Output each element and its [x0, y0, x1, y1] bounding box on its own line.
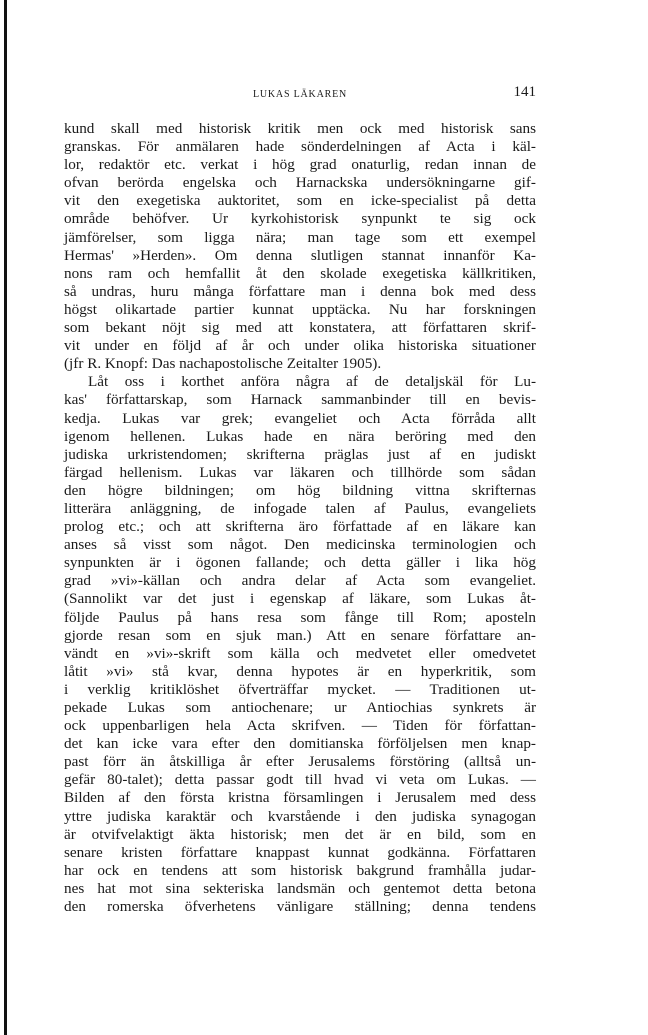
text-line: den högre bildningen; om hög bildning vittna skrifternas — [64, 481, 536, 499]
running-head: LUKAS LÄKAREN — [252, 89, 347, 100]
text-line: ock uppenbarligen hela Acta skrifven. — Tiden för författan- — [64, 717, 536, 735]
text-line: grad »vi»-källan och andra delar af Acta som evangeliet. — [64, 572, 536, 590]
text-line: så undras, huru många författare man i denna bok med dess — [64, 282, 536, 300]
text-line: kund skall med historisk kritik men ock med historisk sans — [64, 120, 536, 137]
text-line: vit under en följd af år och under olika historiska situationer — [64, 337, 536, 355]
text-line: gjorde resan som en sjuk man.) Att en senare författare an- — [64, 626, 536, 644]
text-line: jämförelser, som ligga nära; man tage som ett exempel — [64, 228, 536, 246]
text-line: lor, redaktör etc. verkat i hög grad onaturlig, redan innan de — [64, 156, 536, 174]
text-line: (Sannolikt var det just i egenskap af läkare, som Lukas åt- — [64, 590, 536, 608]
text-line: har ock en tendens att som historisk bakgrund framhålla judar- — [64, 861, 536, 879]
text-line: (jfr R. Knopf: Das nachapostolische Zeitalter 1905). — [64, 355, 382, 373]
text-line: följde Paulus på hans resa som fånge till Rom; aposteln — [64, 608, 536, 626]
text-line: är otvifvelaktigt äkta historisk; men det är en bild, som en — [64, 825, 536, 843]
text-line: senare kristen författare knappast kunnat godkänna. Författaren — [64, 843, 536, 861]
text-line: past förr än åtskilliga år efter Jerusalems förstöring (alltså un- — [64, 753, 536, 771]
text-line: färgad hellenism. Lukas var läkaren och tillhörde som sådan — [64, 463, 536, 481]
text-line: Låt oss i korthet anföra några af de detaljskäl för Lu- — [88, 373, 536, 391]
text-line: kas' författarskap, som Harnack sammanbinder till en bevis- — [64, 391, 536, 409]
text-line: det kan icke vara efter den domitianska förföljelsen men knap- — [64, 735, 536, 753]
text-line: nons ram och hemfallit åt den skolade exegetiska källkritiken, — [64, 264, 536, 282]
text-line: litterära anläggning, de infogade talen af Paulus, evangeliets — [64, 499, 536, 517]
text-line: granskas. För anmälaren hade sönderdelningen af Acta i käl- — [64, 138, 536, 156]
text-line: område behöfver. Ur kyrkohistorisk synpunkt te sig ock — [64, 210, 536, 228]
text-line: anses så visst som något. Den medicinska terminologien och — [64, 536, 536, 554]
text-line: pekade Lukas som antiochenare; ur Antiochias synkrets är — [64, 699, 536, 716]
page-header — [64, 84, 536, 104]
text-line: igenom hellenen. Lukas hade en nära beröring med den — [64, 427, 536, 445]
text-line: kedja. Lukas var grek; evangeliet och Acta förråda allt — [64, 409, 536, 427]
text-line: ofvan berörda engelska och Harnackska undersökningarne gif- — [64, 174, 536, 192]
text-line: Bilden af den första kristna församlingen i Jerusalem med dess — [64, 789, 536, 807]
text-line: den romerska öfverhetens vänligare ställning; denna tendens — [64, 898, 536, 916]
text-line: i verklig kritiklöshet öfverträffar mycket. — Traditionen ut- — [64, 680, 536, 698]
text-line: vit den exegetiska auktoritet, som en icke-specialist på detta — [64, 192, 536, 210]
text-line: nes hat mot sina sekteriska landsmän och gentemot detta betona — [64, 879, 536, 897]
page-number: 141 — [513, 84, 536, 100]
scan-edge-rule — [4, 0, 7, 1035]
text-line: gefär 80-talet); detta passar godt till hvad vi veta om Lukas. — — [64, 771, 536, 789]
text-line: som bekant nöjt sig med att konstatera, att författaren skrif- — [64, 319, 536, 337]
text-line: låtit »vi» stå kvar, denna hypotes är en hyperkritik, som — [64, 662, 536, 680]
text-line: yttre judiska karaktär och kvarstående i den judiska synagogan — [64, 807, 536, 825]
text-line: vändt en »vi»-skrift som källa och medvetet eller omedvetet — [64, 644, 536, 662]
body-text — [64, 120, 536, 916]
text-line: högst olikartade partier kunnat upptäcka. Nu har forskningen — [64, 300, 536, 318]
text-line: Hermas' »Herden». Om denna slutligen stannat innanför Ka- — [64, 246, 536, 264]
text-line: synpunkten är i ögonen fallande; och detta gäller i lika hög — [64, 554, 536, 572]
text-line: judiska urkristendomen; skrifterna präglas just af en judiskt — [64, 445, 536, 463]
text-line: prolog etc.; och att skrifterna äro författade af en läkare kan — [64, 518, 536, 536]
